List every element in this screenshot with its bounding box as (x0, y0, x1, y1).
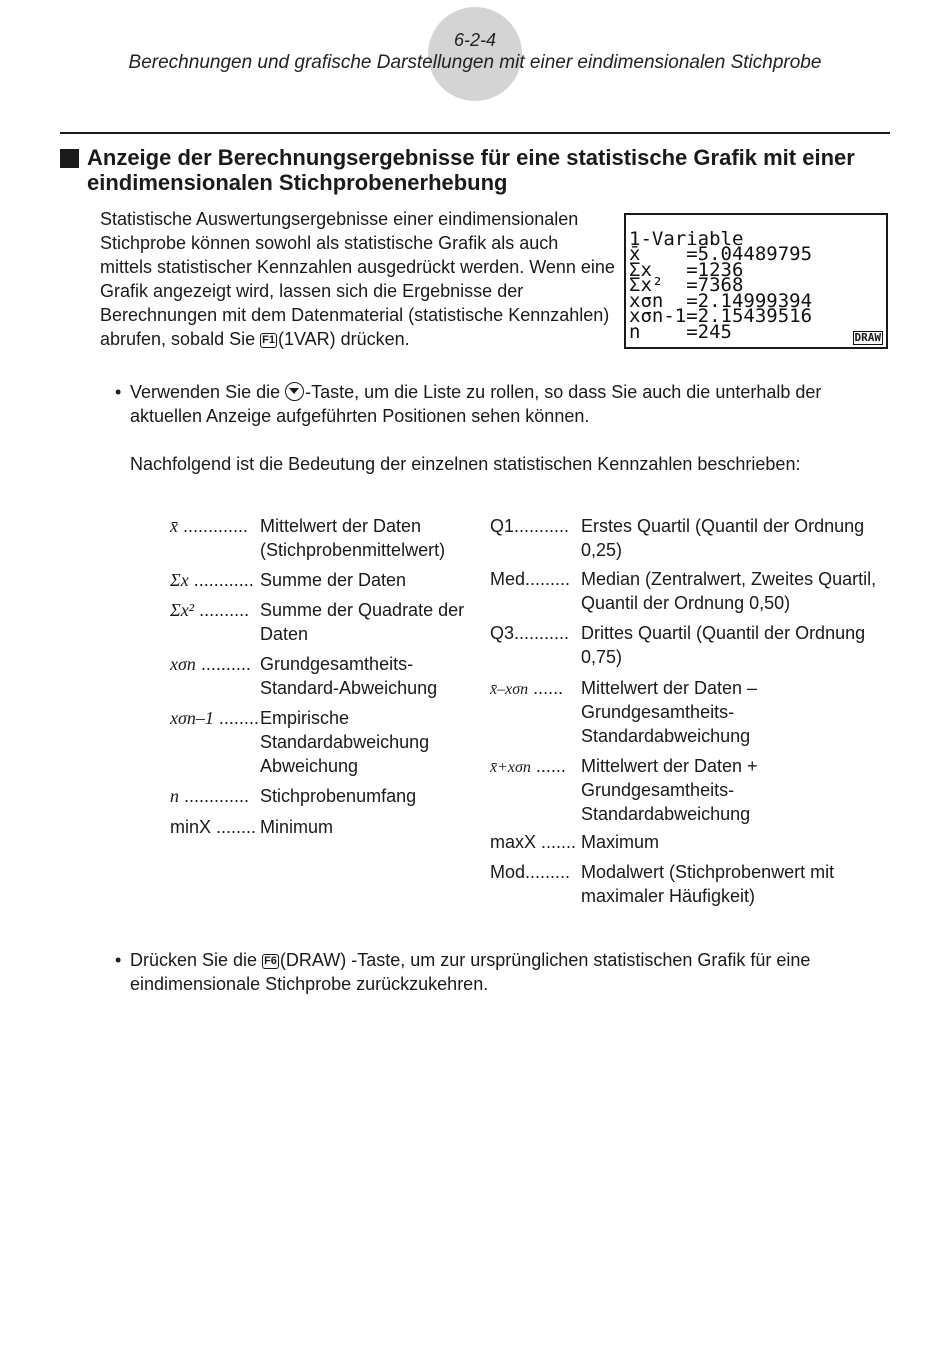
bullet-dot: • (115, 382, 122, 402)
bullet-prefix: Drücken Sie die (130, 950, 263, 970)
running-title: Berechnungen und grafische Darstellungen mit einer eindimensionalen Stichprobe (128, 52, 822, 73)
term-symbol: x̄ (170, 516, 178, 536)
calculator-screen (624, 213, 888, 349)
term-symbol: Σx² (170, 600, 195, 620)
f1-key-icon: F1 (262, 334, 275, 346)
screen-line: n =245 (629, 320, 732, 343)
section-heading (60, 145, 890, 195)
bullet-prefix: Verwenden Sie die (130, 382, 286, 402)
screen-line: xσn-1=2.15439516 (629, 305, 813, 327)
screen-line: xσn =2.14999394 (629, 289, 813, 312)
term-symbol: xσn–1 (170, 708, 214, 728)
term-definition: Stichprobenumfang (260, 786, 417, 806)
intro-text-end: (1VAR) drücken. (277, 329, 410, 349)
section-heading-text: Anzeige der Berechnungsergebnisse für eine statistische Grafik mit einer eindimensionalen Stichprobenerhebung (87, 145, 855, 195)
term-definition: Minimum (260, 817, 334, 837)
term-symbol: xσn (170, 654, 196, 674)
term-definition: Modalwert (Stichprobenwert mit maximaler Häufigkeit) (581, 862, 835, 906)
term-definition: Summe der Daten (260, 570, 407, 590)
term-symbol: minX (170, 817, 212, 837)
term-symbol: n (170, 786, 179, 806)
bullet-scroll (115, 380, 885, 428)
heading-square-icon (60, 149, 79, 168)
term-definition: Mittelwert der Daten (Stichprobenmittelwert) (260, 516, 446, 560)
screen-line: Σx =1236 (629, 258, 744, 281)
term-symbol: Q1 (490, 516, 515, 536)
bullet-draw (115, 948, 885, 996)
screen-line: Σx² =7368 (629, 274, 744, 296)
draw-softkey: DRAW (854, 331, 881, 344)
term-definition: Drittes Quartil (Quantil der Ordnung 0,75) (581, 623, 866, 667)
screen-line: 1-Variable (629, 227, 744, 250)
page-number: 6-2-4 (453, 30, 497, 50)
term-definition: Grundgesamtheits-Standard-Abweichung (260, 654, 438, 698)
bullet-text: (DRAW) -Taste, um zur ursprünglichen statistischen Grafik für eine eindimensionale Stichprobe zurückzukehren. (130, 950, 811, 994)
term-symbol: Mod (490, 862, 526, 882)
term-symbol: Q3 (490, 623, 515, 643)
term-definition: Mittelwert der Daten + Grundgesamtheits-Standardabweichung (581, 756, 758, 824)
intro-paragraph (100, 207, 615, 351)
term-definition: Maximum (581, 832, 660, 852)
f6-key-icon: F6 (264, 955, 277, 967)
screen-line: x̄ =5.04489795 (629, 243, 813, 265)
term-definition: Empirische Standardabweichung Abweichung (260, 708, 430, 776)
screen-lines (629, 216, 813, 343)
term-definition: Mittelwert der Daten – Grundgesamtheits-Standardabweichung (581, 678, 758, 746)
term-symbol: Σx (170, 570, 189, 590)
section-rule (60, 132, 890, 134)
bullet-text: -Taste, um die Liste zu rollen, so dass Sie auch die unterhalb der aktuellen Anzeige aufgeführten Positionen sehen können. (130, 382, 822, 426)
term-definition: Summe der Quadrate der Daten (260, 600, 465, 644)
cursor-down-key-icon (285, 382, 304, 401)
term-symbol: maxX (490, 832, 537, 852)
term-symbol: x̄–xσn (490, 681, 529, 698)
bullet-dot: • (115, 950, 122, 970)
term-definition: Median (Zentralwert, Zweites Quartil, Quantil der Ordnung 0,50) (581, 569, 877, 613)
glossary-intro: Nachfolgend ist die Bedeutung der einzelnen statistischen Kennzahlen beschrieben: (130, 454, 801, 474)
term-definition: Erstes Quartil (Quantil der Ordnung 0,25) (581, 516, 865, 560)
intro-text: Statistische Auswertungsergebnisse einer eindimensionalen Stichprobe können sowohl als statistische Grafik als auch mittels statistischer Kennzahlen ausgedrückt werden. Wenn eine Grafik angezeigt wird, lassen sich die Ergebnisse der Berechnungen mit dem Datenmaterial (statistische Kennzahlen) abrufen, sobald Sie (100, 209, 615, 349)
term-symbol: x̄+xσn (490, 759, 531, 776)
term-symbol: Med (490, 569, 526, 589)
